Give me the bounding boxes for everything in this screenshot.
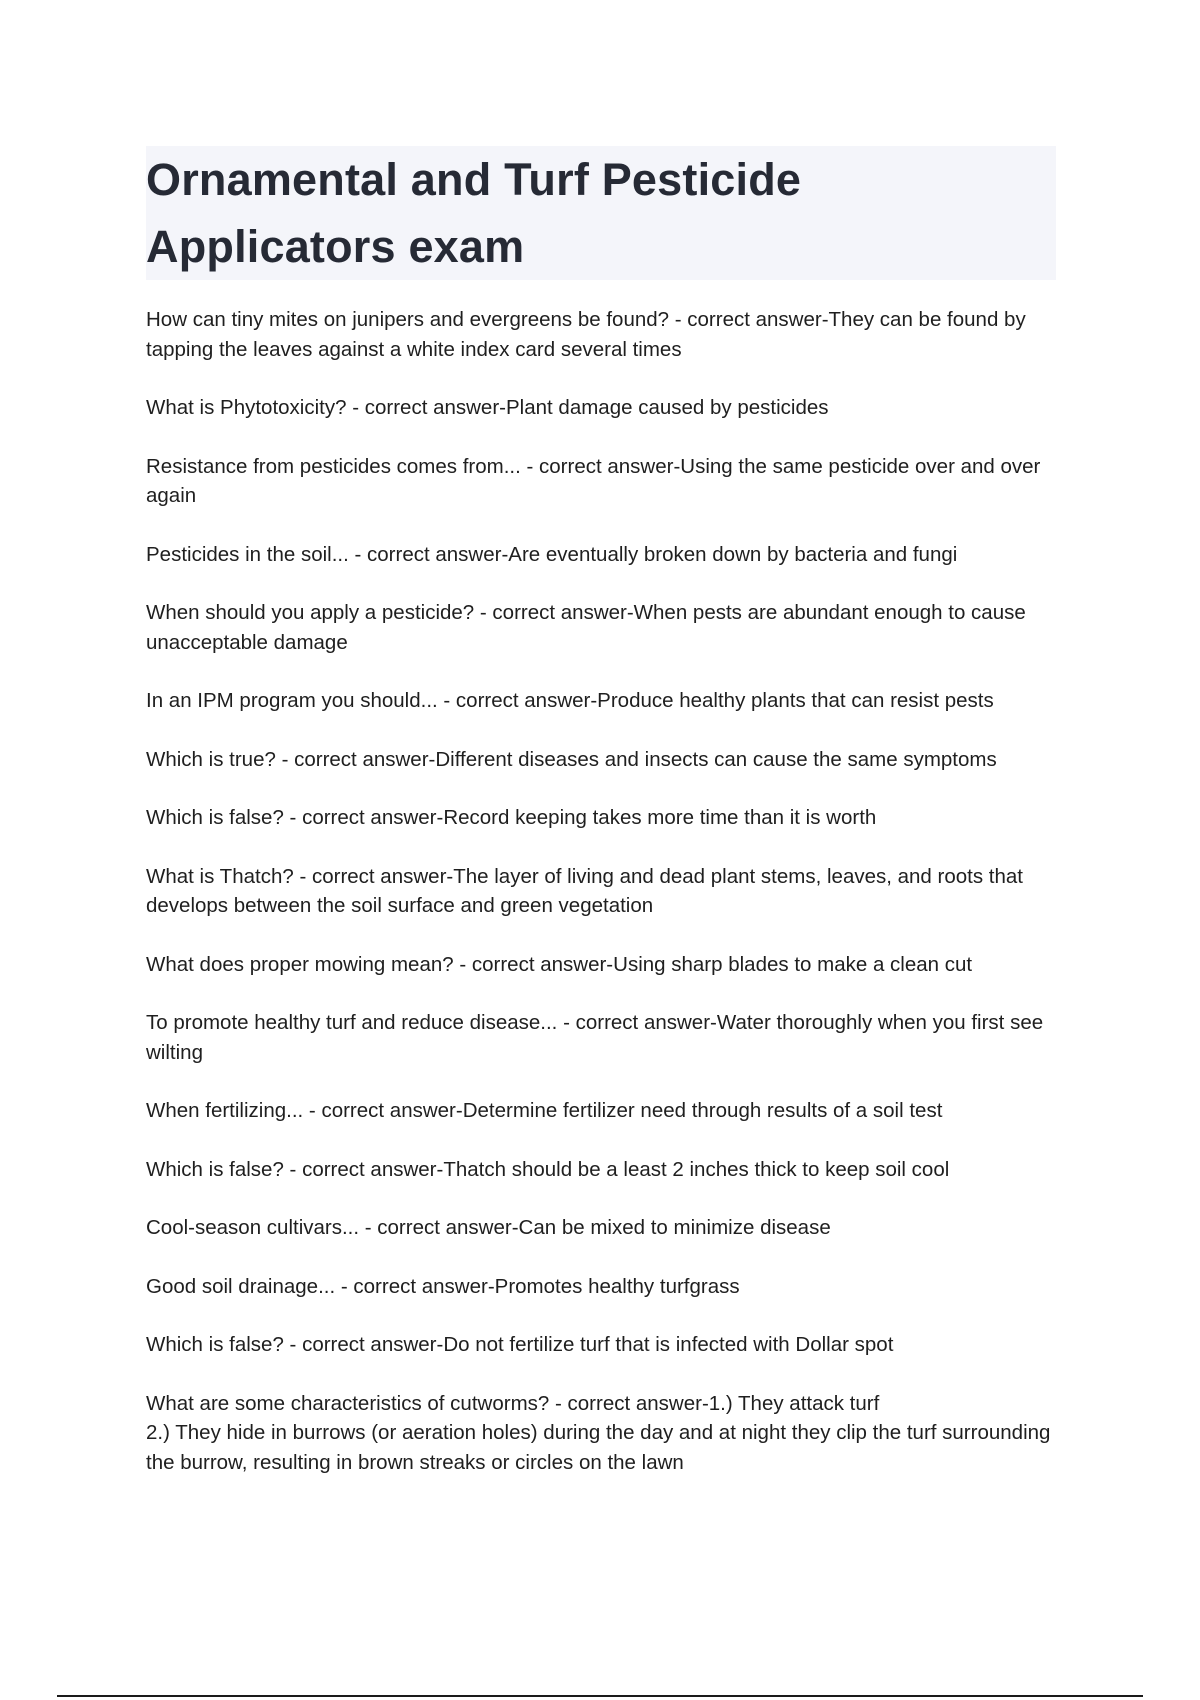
qa-item: To promote healthy turf and reduce disease... - correct answer-Water thoroughly when you first see wilting [146,1011,1044,1064]
title-banner [146,146,1056,280]
qa-item: When should you apply a pesticide? - correct answer-When pests are abundant enough to cause unacceptable damage [146,601,1026,654]
page-title: Ornamental and Turf Pesticide Applicators exam [146,154,802,272]
qa-item: Which is false? - correct answer-Do not fertilize turf that is infected with Dollar spot [146,1333,894,1356]
qa-item: When fertilizing... - correct answer-Determine fertilizer need through results of a soil test [146,1099,943,1122]
qa-item: What does proper mowing mean? - correct answer-Using sharp blades to make a clean cut [146,952,973,976]
qa-item: Which is true? - correct answer-Different diseases and insects can cause the same symptoms [146,747,997,771]
qa-item: How can tiny mites on junipers and evergreens be found? - correct answer-They can be found by tapping the leaves against a white index card several times [146,308,1026,361]
qa-item: Pesticides in the soil... - correct answer-Are eventually broken down by bacteria and fungi [146,542,958,566]
footer-divider [57,1695,1143,1697]
qa-list [146,305,1058,1506]
qa-item: Which is false? - correct answer-Thatch should be a least 2 inches thick to keep soil cool [146,1157,950,1181]
qa-item: What are some characteristics of cutworms? - correct answer-1.) They attack turf 2.) They hide in burrows (or aeration holes) during the day and at night they clip the turf surrounding the burrow, resulting in brown streaks or circles on the lawn [146,1391,1051,1474]
qa-item: In an IPM program you should... - correct answer-Produce healthy plants that can resist pests [146,689,994,712]
qa-item: Good soil drainage... - correct answer-Promotes healthy turfgrass [146,1274,740,1298]
qa-item: What is Phytotoxicity? - correct answer-Plant damage caused by pesticides [146,396,829,419]
qa-item: What is Thatch? - correct answer-The layer of living and dead plant stems, leaves, and roots that develops between the soil surface and green vegetation [146,864,1023,917]
qa-item: Which is false? - correct answer-Record keeping takes more time than it is worth [146,806,877,829]
qa-item: Resistance from pesticides comes from... - correct answer-Using the same pesticide over and over again [146,454,1041,507]
qa-item: Cool-season cultivars... - correct answer-Can be mixed to minimize disease [146,1216,831,1239]
